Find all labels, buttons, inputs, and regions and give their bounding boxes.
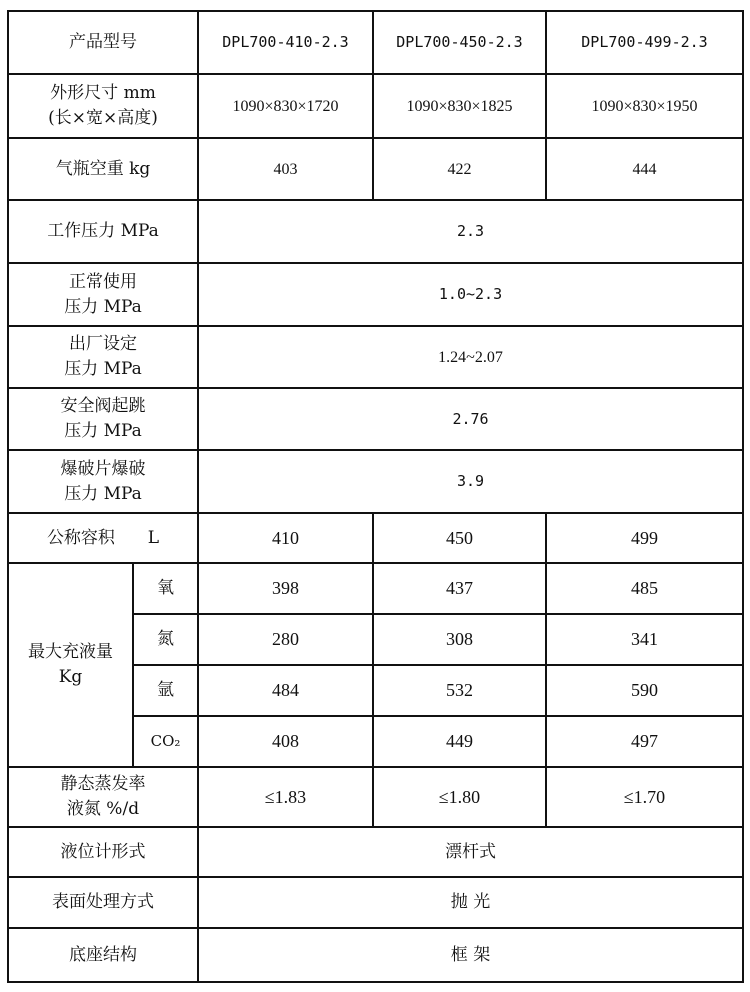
label-normal-pressure-line1: 正常使用 bbox=[69, 271, 137, 292]
label-burst-disc-line1: 爆破片爆破 bbox=[60, 458, 146, 479]
label-dimensions bbox=[8, 74, 198, 138]
label-max-fill bbox=[8, 563, 133, 767]
label-safety-valve-line1: 安全阀起跳 bbox=[60, 396, 146, 416]
dimension-value-1: 1090×830×1720 bbox=[198, 74, 373, 138]
row-normal-pressure bbox=[8, 263, 743, 326]
nominal-volume-value-2: 450 bbox=[373, 513, 546, 563]
oxygen-value-2: 437 bbox=[373, 563, 546, 614]
label-evaporation-line1: 静态蒸发率 bbox=[60, 774, 146, 794]
label-normal-pressure bbox=[8, 263, 198, 326]
row-burst-disc bbox=[8, 450, 743, 513]
label-factory-pressure-line1: 出厂设定 bbox=[69, 334, 137, 354]
row-nominal-volume bbox=[8, 513, 743, 563]
evaporation-value-3: ≤1.70 bbox=[546, 767, 743, 827]
dimension-value-3: 1090×830×1950 bbox=[546, 74, 743, 138]
level-gauge-value: 漂杆式 bbox=[198, 827, 743, 877]
label-burst-disc bbox=[8, 450, 198, 513]
label-max-fill-line1: 最大充液量 bbox=[28, 642, 113, 662]
row-surface bbox=[8, 877, 743, 928]
label-base: 底座结构 bbox=[8, 928, 198, 982]
argon-value-3: 590 bbox=[546, 665, 743, 716]
label-burst-disc-line2: 压力 MPa bbox=[64, 483, 142, 504]
argon-value-1: 484 bbox=[198, 665, 373, 716]
factory-pressure-value: 1.24~2.07 bbox=[198, 326, 743, 388]
label-working-pressure: 工作压力 MPa bbox=[8, 200, 198, 263]
burst-disc-value: 3.9 bbox=[198, 450, 743, 513]
gas-argon: 氩 bbox=[133, 665, 198, 716]
gas-oxygen: 氧 bbox=[133, 563, 198, 614]
row-level-gauge bbox=[8, 827, 743, 877]
co2-value-2: 449 bbox=[373, 716, 546, 767]
spec-table bbox=[7, 10, 744, 983]
empty-weight-value-3: 444 bbox=[546, 138, 743, 200]
row-working-pressure bbox=[8, 200, 743, 263]
label-factory-pressure bbox=[8, 326, 198, 388]
label-max-fill-line2: Kg bbox=[58, 667, 83, 687]
label-evaporation-line2: 液氮 %/d bbox=[66, 799, 140, 819]
safety-valve-value: 2.76 bbox=[198, 388, 743, 450]
working-pressure-value: 2.3 bbox=[198, 200, 743, 263]
oxygen-value-3: 485 bbox=[546, 563, 743, 614]
base-value: 框 架 bbox=[198, 928, 743, 982]
label-dimensions-line2: (长×宽×高度) bbox=[48, 108, 158, 128]
nominal-volume-value-1: 410 bbox=[198, 513, 373, 563]
label-nominal-volume-text: 公称容积 bbox=[46, 527, 115, 548]
row-dimensions bbox=[8, 74, 743, 138]
label-safety-valve bbox=[8, 388, 198, 450]
argon-value-2: 532 bbox=[373, 665, 546, 716]
dimension-value-2: 1090×830×1825 bbox=[373, 74, 546, 138]
gas-co2: CO₂ bbox=[133, 716, 198, 767]
nominal-volume-value-3: 499 bbox=[546, 513, 743, 563]
label-factory-pressure-line2: 压力 MPa bbox=[64, 359, 142, 379]
model-value-1: DPL700-410-2.3 bbox=[198, 11, 373, 74]
label-evaporation bbox=[8, 767, 198, 827]
nitrogen-value-3: 341 bbox=[546, 614, 743, 665]
label-nominal-volume-unit: L bbox=[147, 527, 160, 548]
evaporation-value-2: ≤1.80 bbox=[373, 767, 546, 827]
co2-value-1: 408 bbox=[198, 716, 373, 767]
evaporation-value-1: ≤1.83 bbox=[198, 767, 373, 827]
row-base bbox=[8, 928, 743, 982]
co2-value-3: 497 bbox=[546, 716, 743, 767]
row-evaporation bbox=[8, 767, 743, 827]
empty-weight-value-1: 403 bbox=[198, 138, 373, 200]
normal-pressure-value: 1.0~2.3 bbox=[198, 263, 743, 326]
label-model: 产品型号 bbox=[8, 11, 198, 74]
row-empty-weight bbox=[8, 138, 743, 200]
nitrogen-value-2: 308 bbox=[373, 614, 546, 665]
label-dimensions-line1: 外形尺寸 mm bbox=[50, 83, 156, 103]
oxygen-value-1: 398 bbox=[198, 563, 373, 614]
label-surface: 表面处理方式 bbox=[8, 877, 198, 928]
row-safety-valve bbox=[8, 388, 743, 450]
label-normal-pressure-line2: 压力 MPa bbox=[64, 296, 142, 317]
label-safety-valve-line2: 压力 MPa bbox=[64, 421, 142, 441]
label-nominal-volume bbox=[8, 513, 198, 563]
row-max-fill-oxygen bbox=[8, 563, 743, 614]
nitrogen-value-1: 280 bbox=[198, 614, 373, 665]
empty-weight-value-2: 422 bbox=[373, 138, 546, 200]
gas-nitrogen: 氮 bbox=[133, 614, 198, 665]
surface-value: 抛 光 bbox=[198, 877, 743, 928]
row-model bbox=[8, 11, 743, 74]
label-empty-weight: 气瓶空重 kg bbox=[8, 138, 198, 200]
model-value-3: DPL700-499-2.3 bbox=[546, 11, 743, 74]
label-level-gauge: 液位计形式 bbox=[8, 827, 198, 877]
model-value-2: DPL700-450-2.3 bbox=[373, 11, 546, 74]
row-factory-pressure bbox=[8, 326, 743, 388]
